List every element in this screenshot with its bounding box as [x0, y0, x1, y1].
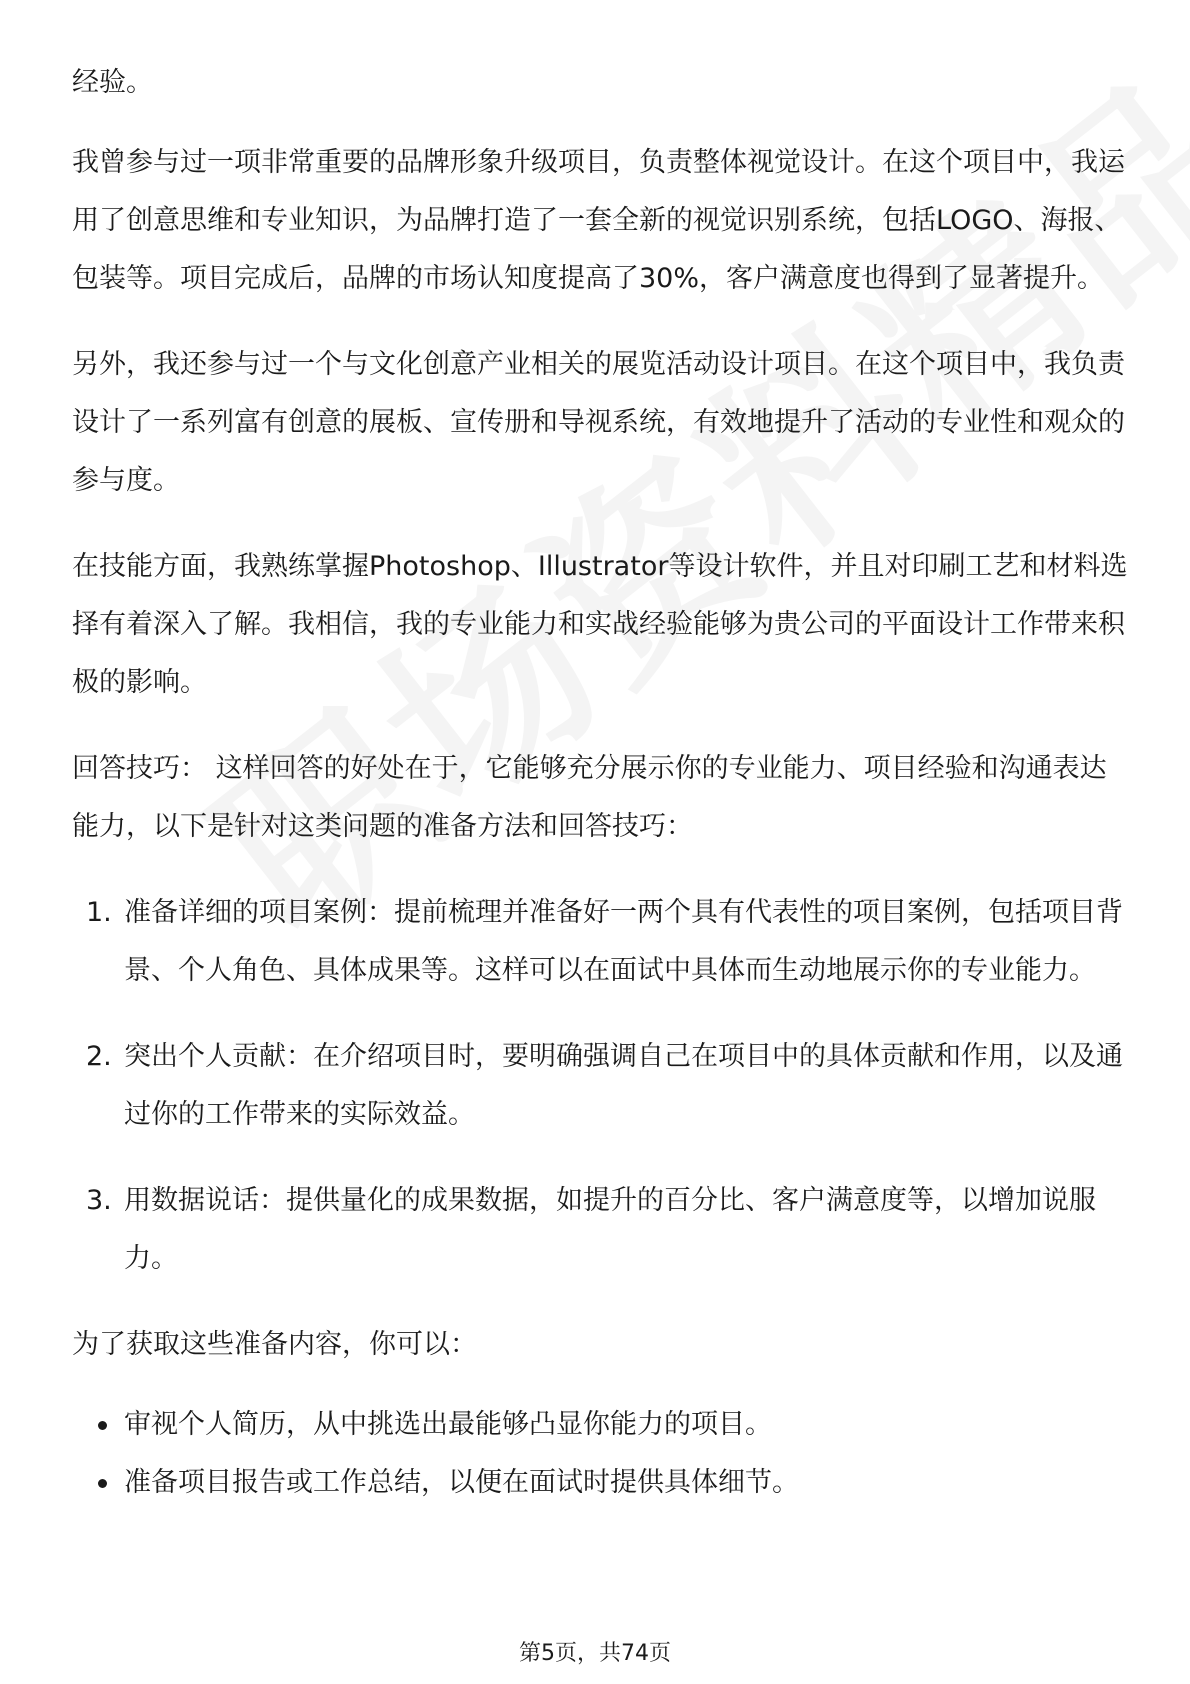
list-item [72, 884, 1132, 1000]
list-item-text: 用数据说话：提供量化的成果数据，如提升的百分比、客户满意度等，以增加说服力。 [124, 1185, 1096, 1274]
list-item-text: 准备详细的项目案例：提前梳理并准备好一两个具有代表性的项目案例，包括项目背景、个人角色、具体成果等。这样可以在面试中具体而生动地展示你的专业能力。 [124, 897, 1123, 986]
list-item [72, 1172, 1132, 1288]
prep-list [72, 1396, 1132, 1512]
bullet-icon [98, 1421, 107, 1430]
paragraph-skills: 在技能方面，我熟练掌握Photoshop、Illustrator等设计软件，并且对印刷工艺和材料选择有着深入了解。我相信，我的专业能力和实战经验能够为贵公司的平面设计工作带来积极的影响。 [72, 551, 1128, 698]
list-item-text: 突出个人贡献：在介绍项目时，要明确强调自己在项目中的具体贡献和作用，以及通过你的工作带来的实际效益。 [124, 1041, 1123, 1130]
paragraph-continuation: 经验。 [72, 67, 153, 98]
list-item-text: 准备项目报告或工作总结，以便在面试时提供具体细节。 [124, 1467, 799, 1498]
list-number: 3. [86, 1185, 112, 1216]
list-number: 1. [86, 897, 112, 928]
document-body [72, 54, 1132, 1512]
list-item-text: 审视个人简历，从中挑选出最能够凸显你能力的项目。 [124, 1409, 772, 1440]
paragraph-brand-project: 我曾参与过一项非常重要的品牌形象升级项目，负责整体视觉设计。在这个项目中，我运用了创意思维和专业知识，为品牌打造了一套全新的视觉识别系统，包括LOGO、海报、包装等。项目完成后，品牌的市场认知度提高了30%，客户满意度也得到了显著提升。 [72, 147, 1125, 294]
page-number: 第5页，共74页 [519, 1641, 671, 1666]
paragraph-answer-tips: 回答技巧： 这样回答的好处在于，它能够充分展示你的专业能力、项目经验和沟通表达能力，以下是针对这类问题的准备方法和回答技巧： [72, 753, 1107, 842]
list-item [72, 1396, 1132, 1454]
bullet-icon [98, 1479, 107, 1488]
list-item [72, 1028, 1132, 1144]
list-item [72, 1454, 1132, 1512]
paragraph-prep-intro: 为了获取这些准备内容，你可以： [72, 1329, 477, 1360]
paragraph-exhibition-project: 另外，我还参与过一个与文化创意产业相关的展览活动设计项目。在这个项目中，我负责设计了一系列富有创意的展板、宣传册和导视系统，有效地提升了活动的专业性和观众的参与度。 [72, 349, 1125, 496]
list-number: 2. [86, 1041, 112, 1072]
tips-list [72, 884, 1132, 1288]
